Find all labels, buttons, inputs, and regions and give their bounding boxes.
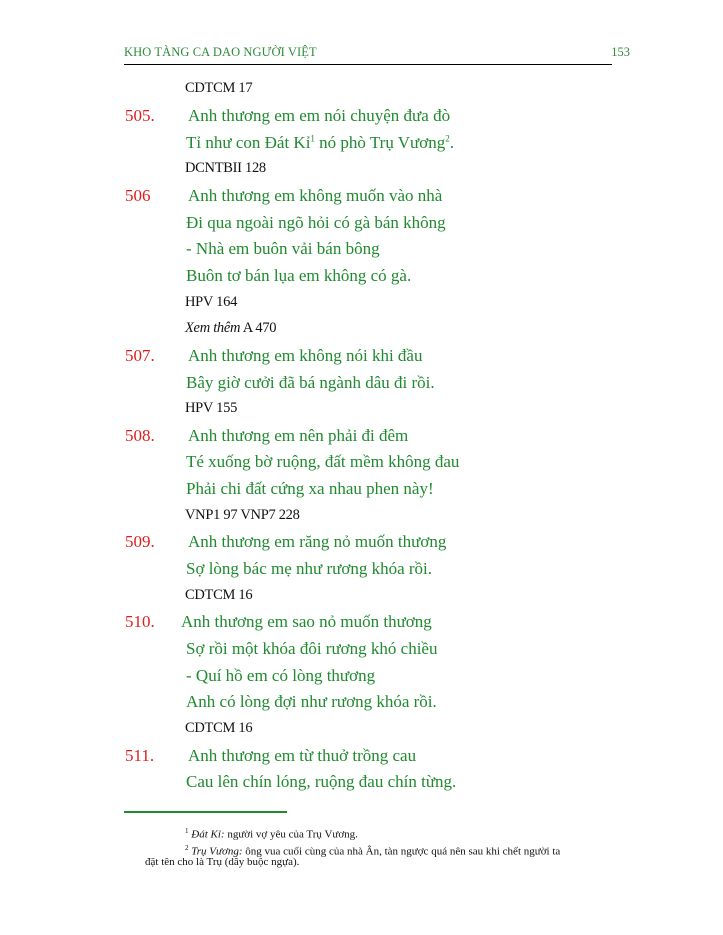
verse-line: Anh thương em không muốn vào nhà bbox=[188, 186, 443, 205]
verse-line: Phải chi đất cứng xa nhau phen này! bbox=[186, 479, 434, 498]
page-number: 153 bbox=[611, 45, 630, 59]
verse-line: Sợ rồi một khóa đôi rương khó chiều bbox=[186, 639, 438, 658]
source-ref: DCNTBII 128 bbox=[185, 160, 266, 176]
verse-number-508: 508. bbox=[125, 426, 155, 445]
source-ref: HPV 155 bbox=[185, 400, 238, 416]
verse-line: Anh có lòng đợi như rương khóa rồi. bbox=[186, 692, 437, 711]
verse-line: - Nhà em buôn vải bán bông bbox=[186, 239, 380, 258]
footnote-divider bbox=[124, 811, 287, 813]
verse-number-509: 509. bbox=[125, 532, 155, 551]
footnote-2: $^2$ Trụ Vương: ông vua cuối cùng của nhà Ân, tàn ngược quá nên sau khi chết người ta bbox=[185, 844, 561, 858]
verse-line: Anh thương em nên phải đi đêm bbox=[188, 426, 409, 445]
header-title: KHO TÀNG CA DAO NGƯỜI VIỆT bbox=[124, 45, 317, 59]
verse-line: Buôn tơ bán lụa em không có gà. bbox=[186, 266, 412, 285]
page-header bbox=[124, 44, 630, 65]
verse-number-505: 505. bbox=[125, 106, 155, 125]
footnote-ref-2[interactable]: 2 bbox=[445, 133, 450, 144]
verse-number-506: 506 bbox=[125, 186, 151, 205]
verse-line: Bây giờ cưởi đã bá ngành dâu đi rồi. bbox=[186, 373, 435, 392]
verse-line: Tỉ như con Đát Kỉ$^1$ nó phò Trụ Vương$^2$. bbox=[186, 133, 454, 152]
verse-line: Đi qua ngoài ngõ hỏi có gà bán không bbox=[186, 213, 446, 232]
source-ref: HPV 164 bbox=[185, 294, 238, 310]
source-ref: CDTCM 16 bbox=[185, 587, 253, 603]
verse-number-511: 511. bbox=[125, 746, 155, 765]
verse-line: - Quí hồ em có lòng thương bbox=[186, 666, 376, 685]
source-ref: CDTCM 16 bbox=[185, 720, 253, 736]
verse-line: Anh thương em sao nỏ muốn thương bbox=[181, 612, 432, 631]
verse-line: Sợ lòng bác mẹ như rương khóa rồi. bbox=[186, 559, 433, 578]
cross-reference: Xem thêm A 470 bbox=[185, 320, 277, 336]
verse-line: Anh thương em không nói khi đầu bbox=[188, 346, 423, 365]
verse-line: Cau lên chín lóng, ruộng đau chín từng. bbox=[186, 772, 457, 791]
verse-line: Anh thương em em nói chuyện đưa đò bbox=[188, 106, 451, 125]
footnote-ref-1[interactable]: 1 bbox=[310, 133, 315, 144]
verse-line: Anh thương em từ thuở trồng cau bbox=[188, 746, 417, 765]
verse-line: Té xuống bờ ruộng, đất mềm không đau bbox=[186, 452, 460, 471]
source-ref: CDTCM 17 bbox=[185, 80, 253, 96]
source-ref: VNP1 97 VNP7 228 bbox=[185, 507, 300, 523]
footnote-1: $^1$ Đát Kỉ: người vợ yêu của Trụ Vương. bbox=[185, 827, 358, 841]
verse-number-510: 510. bbox=[125, 612, 155, 631]
verse-line: Anh thương em răng nỏ muốn thương bbox=[188, 532, 447, 551]
verse-number-507: 507. bbox=[125, 346, 155, 365]
footnote-2-continued: đặt tên cho là Trụ (dây buộc ngựa). bbox=[145, 856, 300, 868]
